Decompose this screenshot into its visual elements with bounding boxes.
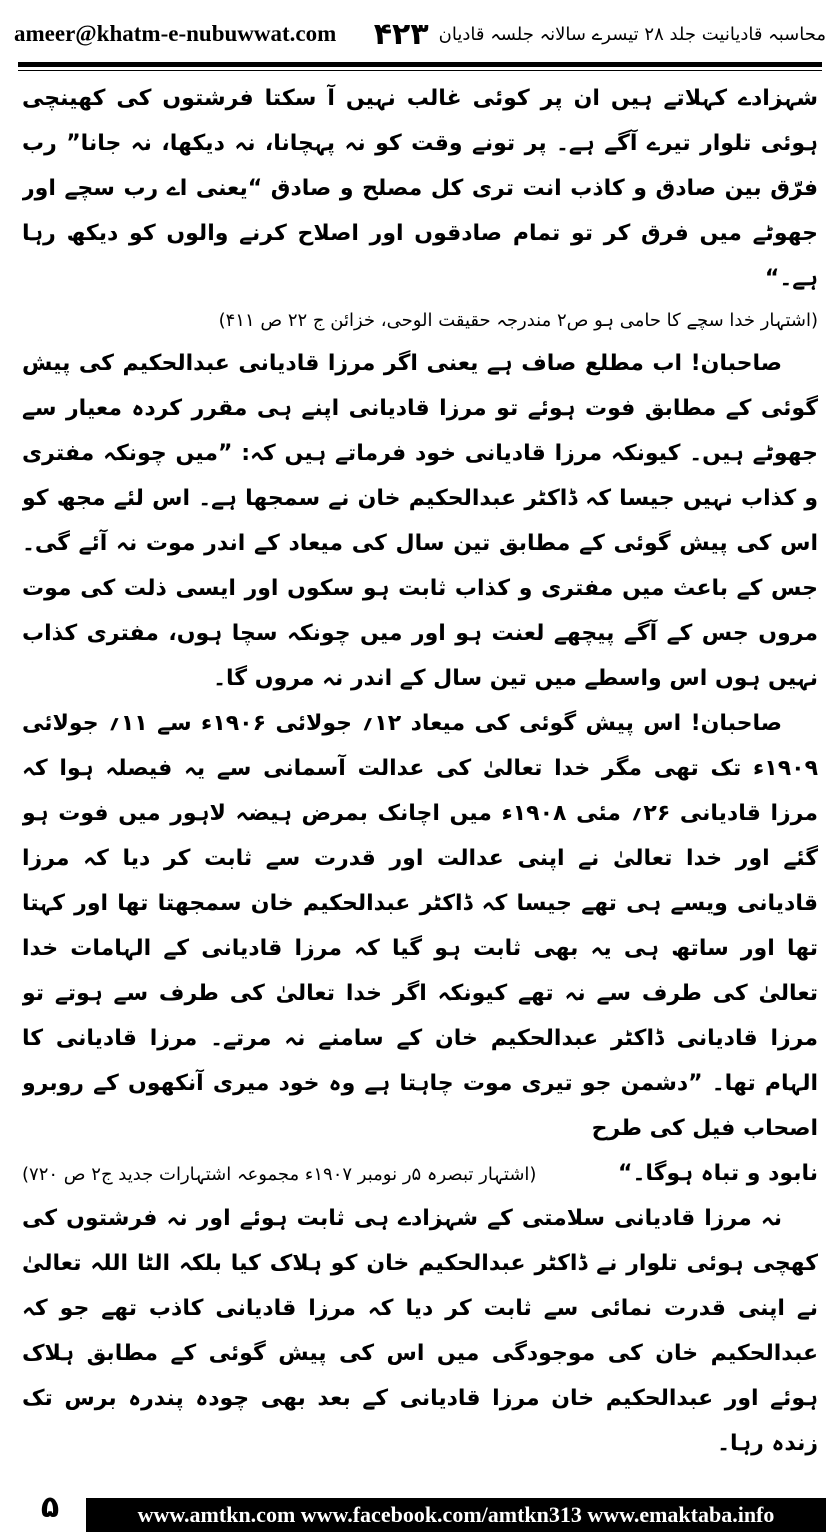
page-footer xyxy=(14,1480,826,1532)
footer-page-number: ۵ xyxy=(40,1489,60,1525)
paragraph-3: صاحبان! اس پیش گوئی کی میعاد ۱۲؍ جولائی ۱۹۰۶ء سے ۱۱؍ جولائی ۱۹۰۹ء تک تھی مگر خدا تعالیٰ کی عدالت آسمانی سے یہ فیصلہ ہوا کہ مرزا قادیانی ۲۶؍ مئی ۱۹۰۸ء میں اچانک بمرض ہیضہ لاہور میں فوت ہو گئے اور خدا تعالیٰ نے اپنی عدالت اور قدرت سے ثابت کر دیا کہ مرزا قادیانی ویسے ہی تھے جیسا کہ ڈاکٹر عبدالحکیم خان سمجھتا تھا اور کہتا تھا اور ساتھ ہی یہ بھی ثابت ہو گیا کہ مرزا قادیانی کے الہامات خدا تعالیٰ کی طرف سے نہ تھے کیونکہ اگر خدا تعالیٰ کی طرف سے ہوتے تو مرزا قادیانی ڈاکٹر عبدالحکیم خان کے سامنے نہ مرتے۔ مرزا قادیانی کا الہام تھا۔ ”دشمن جو تیری موت چاہتا ہے وہ خود میری آنکھوں کے روبرو اصحاب فیل کی طرح xyxy=(22,711,818,1141)
footer-links[interactable]: www.amtkn.com www.facebook.com/amtkn313 www.emaktaba.info xyxy=(86,1498,826,1532)
header-rule-thin xyxy=(18,70,822,71)
page-header xyxy=(14,12,826,56)
paragraph-4: نہ مرزا قادیانی سلامتی کے شہزادے ہی ثابت ہوئے اور نہ فرشتوں کی کھچی ہوئی تلوار نے ڈاکٹر عبدالحکیم خان کو ہلاک کیا بلکہ الٹا اللہ تعالیٰ نے اپنی قدرت نمائی سے ثابت کر دیا کہ مرزا قادیانی کاذب تھے جو کہ عبدالحکیم خان کی موجودگی میں اس کی پیش گوئی کے مطابق ہلاک ہوئے اور عبدالحکیم خان مرزا قادیانی کے بعد بھی چودہ پندرہ برس تک زندہ رہا۔ xyxy=(22,1206,818,1456)
header-rule-thick xyxy=(18,62,822,67)
citation-2: (اشتہار تبصرہ ۵ر نومبر ۱۹۰۷ء مجموعہ اشتہارات جدید ج۲ ص ۷۲۰) xyxy=(22,1164,537,1185)
citation-1: (اشتہار خدا سچے کا حامی ہو ص۲ مندرجہ حقیقت الوحی، خزائن ج ۲۲ ص ۴۱۱) xyxy=(218,310,818,331)
running-head xyxy=(374,17,826,52)
paragraph-1: شہزادے کہلاتے ہیں ان پر کوئی غالب نہیں آ سکتا فرشتوں کی کھینچی ہوئی تلوار تیرے آگے ہے۔ پر تونے وقت کو نہ پہچانا، نہ دیکھا، نہ جانا” رب فرّق بین صادق و کاذب انت تری کل مصلح و صادق “یعنی اے رب سچے اور جھوٹے میں فرق کر تو تمام صادقوں اور اصلاح کرنے والوں کو دیکھ رہا ہے۔“ xyxy=(22,86,818,291)
paragraph-3-end: نابود و تباہ ہوگا۔“ xyxy=(618,1161,818,1186)
header-page-number: ۴۲۳ xyxy=(373,16,429,52)
header-email: ameer@khatm-e-nubuwwat.com xyxy=(14,21,337,46)
page-content xyxy=(22,76,818,1496)
citation-row xyxy=(22,1151,818,1196)
book-title: محاسبہ قادیانیت جلد ۲۸ تیسرے سالانہ جلسہ قادیان xyxy=(438,23,826,45)
paragraph-2: صاحبان! اب مطلع صاف ہے یعنی اگر مرزا قادیانی عبدالحکیم کی پیش گوئی کے مطابق فوت ہوئے تو مرزا قادیانی اپنے ہی مقرر کردہ معیار سے جھوٹے ہیں۔ کیونکہ مرزا قادیانی خود فرماتے ہیں کہ: ”میں چونکہ مفتری و کذاب نہیں جیسا کہ ڈاکٹر عبدالحکیم خان نے سمجھا ہے۔ اس لئے مجھ کو اس کی پیش گوئی کے مطابق تین سال کی میعاد کے اندر موت نہ آئے گی۔ جس کے باعث میں مفتری و کذاب ثابت ہو سکوں اور ایسی ذلت کی موت مروں جس کے آگے پیچھے لعنت ہو اور میں چونکہ سچا ہوں، مفتری کذاب نہیں ہوں اس واسطے میں تین سال کے اندر نہ مروں گا۔ xyxy=(22,351,818,691)
